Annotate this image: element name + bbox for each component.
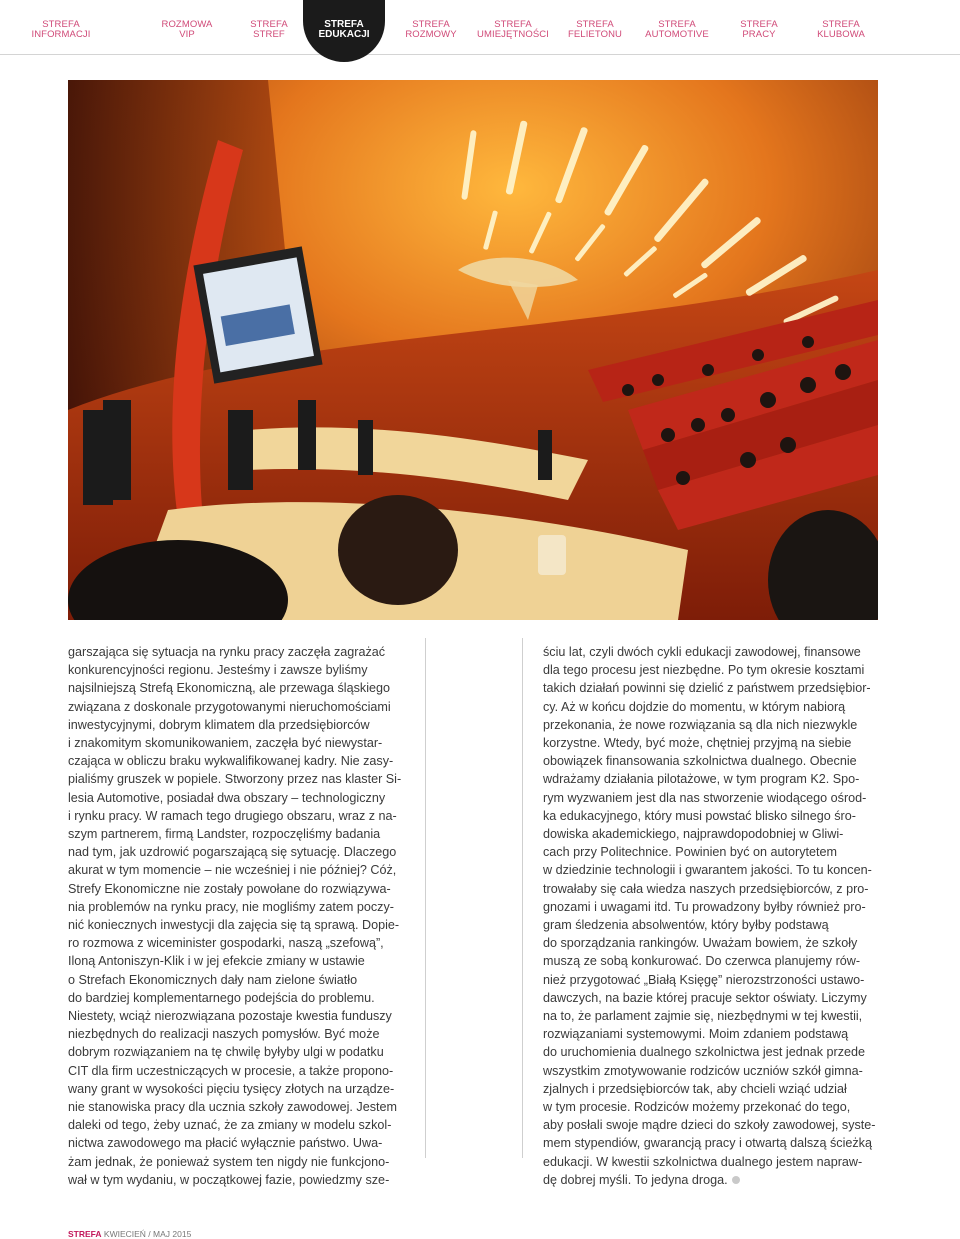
text-line: dowiska akademickiego, najprawdopodobniej w Gliwi- (543, 827, 844, 842)
nav-item-line: STREFA (576, 19, 614, 30)
nav-item-line: STREFA (740, 19, 778, 30)
text-line: wany grant w wysokości pięciu tysięcy złotych na urządze- (68, 1081, 395, 1096)
text-line: korzystne. Wtedy, być może, chętniej przyjmą na siebie (543, 736, 852, 751)
text-line-content: dę dobrej myśli. To jedyna droga. (543, 1172, 728, 1187)
text-line: mem stypendiów, gwarancją pracy i otwartą dalszą ścieżką (543, 1136, 872, 1151)
text-line: garszająca się sytuacja na rynku pracy zaczęła zagrażać (68, 645, 386, 659)
nav-item-line: KLUBOWA (817, 29, 865, 40)
text-line: nia problemów na rynku pracy, nie mogliśmy zatem poczy- (68, 899, 394, 914)
text-line: rozwiązaniami systemowymi. Moim zdaniem podstawą (543, 1027, 849, 1042)
nav-item-line: FELIETONU (567, 29, 623, 40)
nav-item-strefa-automotive[interactable] (632, 20, 722, 40)
nav-item-line: STREFA (658, 19, 696, 30)
nav-item-line: STREFA (494, 19, 532, 30)
text-line: CIT dla firm uczestniczących w procesie, a także propono- (68, 1063, 394, 1078)
footer-issue: KWIECIEŃ / MAJ 2015 (103, 1229, 192, 1239)
text-line: nictwa zawodowego ma płacić wyłącznie państwo. Uwa- (68, 1136, 383, 1151)
text-line: nie stanowiska pracy dla ucznia szkoły zawodowej. Jestem (68, 1100, 397, 1115)
nav-item-strefa-pracy[interactable] (714, 20, 804, 40)
lecture-hall-photo (68, 80, 878, 620)
text-line: i rynku pracy. W ramach tego drugiego obszaru, wraz z na- (68, 808, 397, 823)
text-line: Niestety, wciąż nierozwiązana pozostaje kwestia funduszy (68, 1009, 392, 1024)
text-line: do bardziej komplementarnego podejścia do problemu. (68, 990, 375, 1005)
column-divider-right (522, 638, 523, 1158)
nav-item-line: ROZMOWY (405, 29, 457, 40)
text-line: Iloną Antoniszyn-Klik i w jej efekcie zmiany w ustawie (68, 954, 365, 969)
text-line: żam jednak, że ponieważ system ten nigdy nie funkcjono- (68, 1154, 390, 1169)
article-column-left (68, 643, 418, 1189)
text-line: ka edukacyjnego, który musi powstać blisko silnego śro- (543, 808, 856, 823)
nav-item-line: UMIEJĘTNOŚCI (477, 29, 549, 40)
nav-item-strefa-rozmowy[interactable] (386, 20, 476, 40)
text-line: cach przy Politechnice. Powinien być on autorytetem (543, 845, 838, 860)
text-line: inwestycyjnymi, dobrym klimatem dla przedsiębiorców (68, 717, 370, 732)
text-line: nież przygotować „Białą Księgę” nierozstrzoności ustawo- (543, 972, 865, 987)
nav-item-line: INFORMACJI (31, 29, 91, 40)
article-column-right (543, 643, 883, 1189)
nav-item-line: STREFA (324, 19, 364, 30)
text-line: najsilniejszą Strefą Ekonomiczną, ale przewaga śląskiego (68, 681, 391, 696)
nav-item-strefa-felietonu[interactable] (550, 20, 640, 40)
nav-item-line: PRACY (742, 29, 776, 40)
nav-item-strefa-umiejetnosci[interactable] (468, 20, 558, 40)
text-line: nić koniecznych inwestycji dla zajęcia się tą sprawą. Dopie- (68, 918, 400, 933)
text-line: dobrym rozwiązaniem na tę chwilę byłyby ulgi w podatku (68, 1045, 384, 1060)
nav-item-strefa-informacji[interactable] (16, 20, 106, 40)
text-line: nad tym, jak uzdrowić pogarszającą się sytuację. Dlaczego (68, 845, 397, 860)
text-line: wdrażamy działania pilotażowe, w tym program K2. Spo- (543, 772, 860, 787)
text-line: ro rozmowa z wiceminister gospodarki, naszą „szefową”, (68, 936, 384, 951)
text-line: związana z doskonale przygotowanymi nieruchomościami (68, 699, 391, 714)
text-line: Strefy Ekonomiczne nie zostały powołane do rozwiązywa- (68, 881, 391, 896)
text-line: dawczych, na bazie której pracuje sektor oświaty. Liczymy (543, 990, 867, 1005)
text-line: trowałaby się cała wiedza naszych przedsiębiorców, z pro- (543, 881, 869, 896)
text-line: w tym procesie. Rodziców możemy przekonać do tego, (543, 1100, 851, 1115)
text-line: w dziedzinie technologii i gwarantem jakości. To tu koncen- (543, 863, 872, 878)
column-divider-left (425, 638, 426, 1158)
text-line: konkurencyjności regionu. Jesteśmy i zawsze byliśmy (68, 663, 368, 678)
text-line: i znakomitym skomunikowaniem, zaczęła być niewystar- (68, 736, 383, 751)
text-line: rym wyzwaniem jest dla nas stworzenie wiodącego ośrod- (543, 790, 867, 805)
text-line: gram śledzenia absolwentów, który byłby podstawą (543, 918, 829, 933)
section-navigation (0, 0, 960, 55)
text-line: cy. Aż w końcu dojdzie do momentu, w którym nabiorą (543, 699, 846, 714)
text-line: zjalnych i przedsiębiorców tak, aby chcieli wziąć udział (543, 1081, 847, 1096)
text-line: gnozami i uwagami itd. Tu prowadzony byłby również pro- (543, 899, 866, 914)
text-line: ściu lat, czyli dwóch cykli edukacji zawodowej, finansowe (543, 645, 861, 659)
text-line: na to, że parlament zajmie się, niezbędnymi w tej kwestii, (543, 1009, 863, 1024)
nav-active-label (303, 20, 385, 40)
text-line: czająca w obliczu braku wykwalifikowanej kadry. Nie zasy- (68, 754, 394, 769)
nav-item-line: EDUKACJI (318, 29, 370, 40)
nav-item-strefa-stref[interactable] (224, 20, 314, 40)
text-line: akurat w tym momencie – nie wcześniej i nie później? Cóż, (68, 863, 397, 878)
text-line: szym partnerem, firmą Landster, rozpoczęliśmy badania (68, 827, 381, 842)
nav-item-line: STREFA (250, 19, 288, 30)
text-line: do sporządzania rankingów. Uważam bowiem, że szkoły (543, 936, 858, 951)
text-line: lesia Automotive, posiadał dwa obszary – technologiczny (68, 790, 386, 805)
page-footer (68, 1229, 191, 1239)
text-line: muszą ze sobą konkurować. Do czerwca planujemy rów- (543, 954, 861, 969)
text-line-last (543, 1171, 883, 1189)
nav-item-line: STREF (253, 29, 285, 40)
text-line: niezbędnych do realizacji naszych pomysłów. Być może (68, 1027, 380, 1042)
nav-item-line: ROZMOWA (161, 19, 213, 30)
nav-item-rozmowa-vip[interactable] (142, 20, 232, 40)
end-of-article-dot-icon (732, 1176, 740, 1184)
text-line: o Strefach Ekonomicznych dały nam zielone światło (68, 972, 358, 987)
nav-item-strefa-klubowa[interactable] (796, 20, 886, 40)
text-line: daleki od tego, żeby uznać, że za zmiany w modelu szkol- (68, 1118, 392, 1133)
nav-item-line: STREFA (42, 19, 80, 30)
text-line: wał w tym wydaniu, w początkowej fazie, powiedzmy sze- (68, 1172, 390, 1187)
text-line: aby posłali swoje mądre dzieci do szkoły zawodowej, syste- (543, 1118, 876, 1133)
text-line: edukacji. W kwestii szkolnictwa dualnego jestem napraw- (543, 1154, 863, 1169)
text-line: takich działań powinni się dzielić z państwem przedsiębior- (543, 681, 871, 696)
text-line: do uruchomienia dualnego szkolnictwa jest jednak przede (543, 1045, 866, 1060)
nav-item-line: AUTOMOTIVE (645, 29, 709, 40)
text-line: pialiśmy gruszek w popiele. Stworzony przez nas klaster Si- (68, 772, 402, 787)
text-line: dla tego procesu jest niezbędne. Po tym okresie kosztami (543, 663, 865, 678)
text-line: obowiązek finansowania szkolnictwa dualnego. Obecnie (543, 754, 857, 769)
nav-item-line: STREFA (412, 19, 450, 30)
footer-brand: STREFA (68, 1229, 102, 1239)
nav-item-line: STREFA (822, 19, 860, 30)
nav-item-line: VIP (179, 29, 195, 40)
text-line: przekonania, że nowe rozwiązania są dla nich niezwykle (543, 717, 858, 732)
nav-item-strefa-edukacji-active[interactable] (303, 0, 385, 62)
text-line: wszystkim zmotywowanie rodziców uczniów szkół gimna- (543, 1063, 863, 1078)
